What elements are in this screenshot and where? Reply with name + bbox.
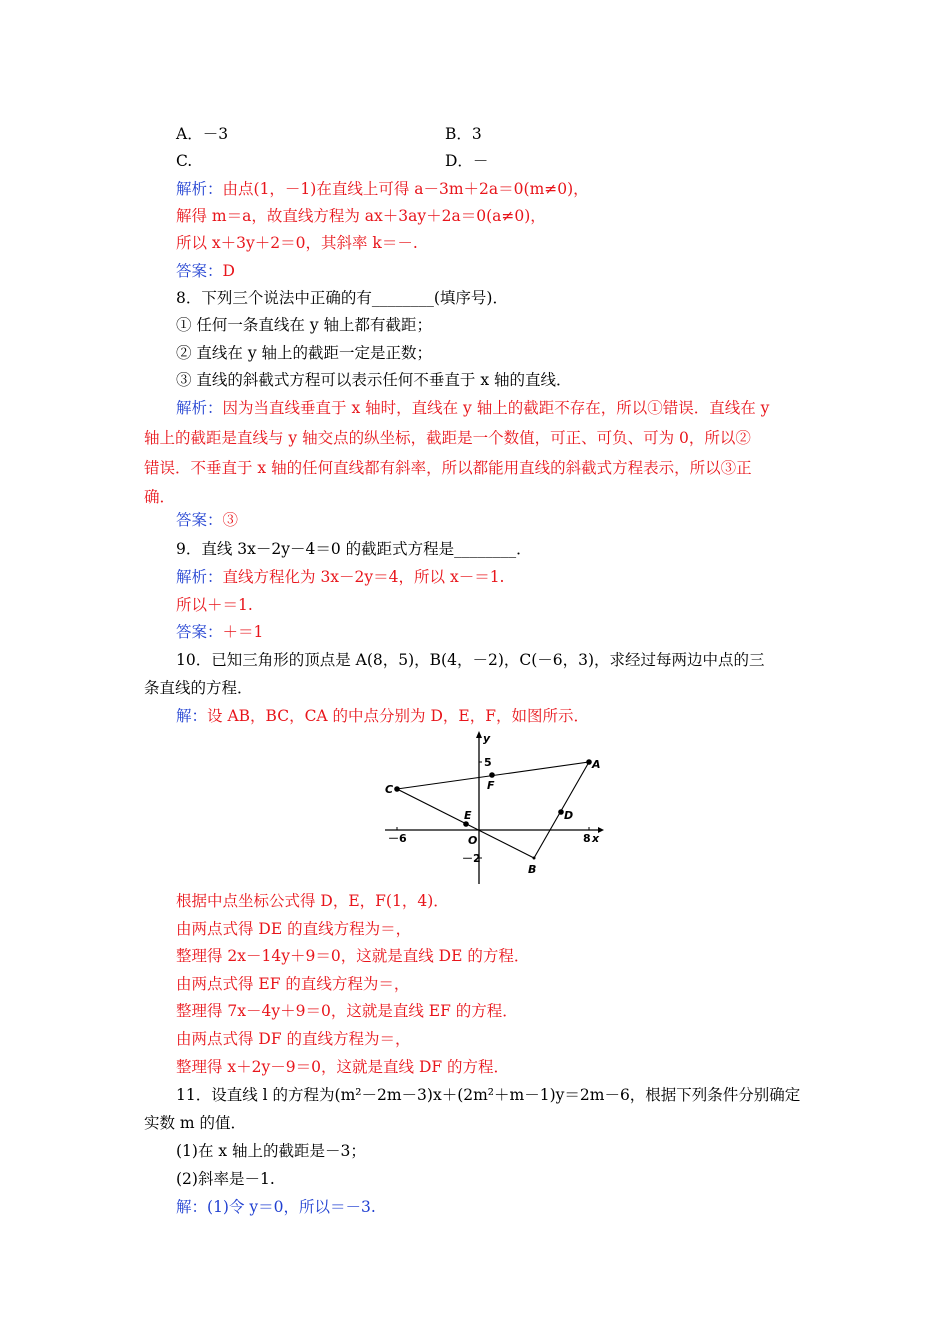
answer-text: ＋＝1	[222, 623, 264, 641]
option-b: B．3	[445, 125, 482, 143]
q10-solution-line-6: 由两点式得 DF 的直线方程为＝，	[176, 1030, 411, 1048]
q8-answer	[176, 510, 238, 530]
answer-label: 答案：	[176, 262, 223, 280]
y-axis-label: y	[483, 732, 491, 745]
answer-text: D	[222, 262, 235, 280]
y-axis-arrow	[476, 731, 482, 738]
tick-label-y-neg2: －2	[462, 852, 481, 865]
q7-answer	[176, 261, 235, 281]
analysis-text: 直线方程化为 3x－2y＝4，所以 x－＝1.	[222, 568, 505, 586]
label-d: D	[564, 809, 574, 822]
q11-item-1: (1)在 x 轴上的截距是－3；	[176, 1142, 366, 1160]
solution-text: (1)令 y＝0，所以＝－3.	[207, 1198, 376, 1216]
point-f	[489, 772, 495, 778]
q8-analysis-line-4: 确．	[144, 488, 176, 506]
q11-stem-line-1: 11．设直线 l 的方程为(m²－2m－3)x＋(2m²＋m－1)y＝2m－6，根据下列条件分别确定	[176, 1086, 801, 1104]
q9-analysis-line-1	[176, 567, 504, 587]
option-d: D．－	[445, 152, 489, 170]
q8-item-2: ② 直线在 y 轴上的截距一定是正数；	[176, 344, 433, 362]
q10-stem-line-1: 10．已知三角形的顶点是 A(8，5)，B(4，－2)，C(－6，3)，求经过每两边中点的三	[176, 651, 765, 669]
tick-label-x-neg6: －6	[388, 832, 407, 845]
q10-solution-line-1: 根据中点坐标公式得 D，E，F(1，4)．	[176, 892, 449, 910]
q7-analysis-line-3: 所以 x＋3y＋2＝0，其斜率 k＝－.	[176, 234, 418, 252]
point-d	[558, 809, 564, 815]
q8-analysis-line-2: 轴上的截距是直线与 y 轴交点的纵坐标，截距是一个数值，可正、可负、可为 0，所以②	[144, 429, 751, 447]
q11-item-2: (2)斜率是－1.	[176, 1170, 275, 1188]
q8-item-1: ① 任何一条直线在 y 轴上都有截距；	[176, 316, 433, 334]
q7-analysis-line-1	[176, 179, 589, 199]
q10-solution-line-3: 整理得 2x－14y＋9＝0，这就是直线 DE 的方程．	[176, 947, 530, 965]
q11-solution	[176, 1197, 376, 1217]
q10-solution-line-7: 整理得 x＋2y－9＝0，这就是直线 DF 的方程．	[176, 1058, 510, 1076]
solution-text: 设 AB，BC，CA 的中点分别为 D，E，F，如图所示．	[207, 707, 589, 725]
point-e	[463, 821, 469, 827]
analysis-label: 解析：	[176, 399, 223, 417]
q10-solution-line-5: 整理得 7x－4y＋9＝0，这就是直线 EF 的方程．	[176, 1002, 518, 1020]
analysis-text: 由点(1，－1)在直线上可得 a－3m＋2a＝0(m≠0)，	[222, 180, 589, 198]
origin-label: O	[468, 834, 478, 847]
point-c	[394, 786, 400, 792]
q8-analysis-line-1	[176, 398, 769, 418]
answer-label: 答案：	[176, 623, 223, 641]
label-e: E	[464, 809, 472, 822]
option-c: C.	[176, 152, 193, 170]
label-f: F	[487, 779, 495, 792]
tick-label-y-5: 5	[484, 756, 492, 769]
point-b	[533, 857, 536, 860]
q10-solution-line-2: 由两点式得 DE 的直线方程为＝，	[176, 920, 412, 938]
label-b: B	[528, 863, 537, 876]
q8-stem: 8．下列三个说法中正确的有________(填序号)．	[176, 289, 508, 307]
analysis-label: 解析：	[176, 568, 223, 586]
q9-answer	[176, 622, 263, 642]
q10-solution-line-4: 由两点式得 EF 的直线方程为＝，	[176, 975, 410, 993]
q9-analysis-line-2: 所以＋＝1.	[176, 596, 253, 614]
option-a: A．－3	[176, 125, 229, 143]
q11-stem-line-2: 实数 m 的值．	[144, 1114, 247, 1132]
solution-label: 解：	[176, 707, 208, 725]
analysis-label: 解析：	[176, 180, 223, 198]
label-a: A	[592, 758, 601, 771]
tick-label-x-8: 8	[583, 832, 591, 845]
x-axis-label: x	[592, 832, 600, 845]
q8-analysis-line-3: 错误．不垂直于 x 轴的任何直线都有斜率，所以都能用直线的斜截式方程表示，所以③正	[144, 459, 752, 477]
q9-stem: 9．直线 3x－2y－4＝0 的截距式方程是________．	[176, 540, 532, 558]
q10-stem-line-2: 条直线的方程．	[144, 679, 253, 697]
answer-text: ③	[222, 511, 239, 529]
point-a	[586, 759, 592, 765]
analysis-text: 因为当直线垂直于 x 轴时，直线在 y 轴上的截距不存在，所以①错误．直线在 y	[222, 399, 770, 417]
label-c: C	[385, 783, 394, 796]
answer-label: 答案：	[176, 511, 223, 529]
q7-analysis-line-2: 解得 m＝a，故直线方程为 ax＋3ay＋2a＝0(a≠0)，	[176, 207, 546, 225]
q10-solution-intro	[176, 706, 589, 726]
q8-item-3: ③ 直线的斜截式方程可以表示任何不垂直于 x 轴的直线．	[176, 371, 572, 389]
solution-label: 解：	[176, 1198, 208, 1216]
triangle-figure	[380, 728, 610, 888]
